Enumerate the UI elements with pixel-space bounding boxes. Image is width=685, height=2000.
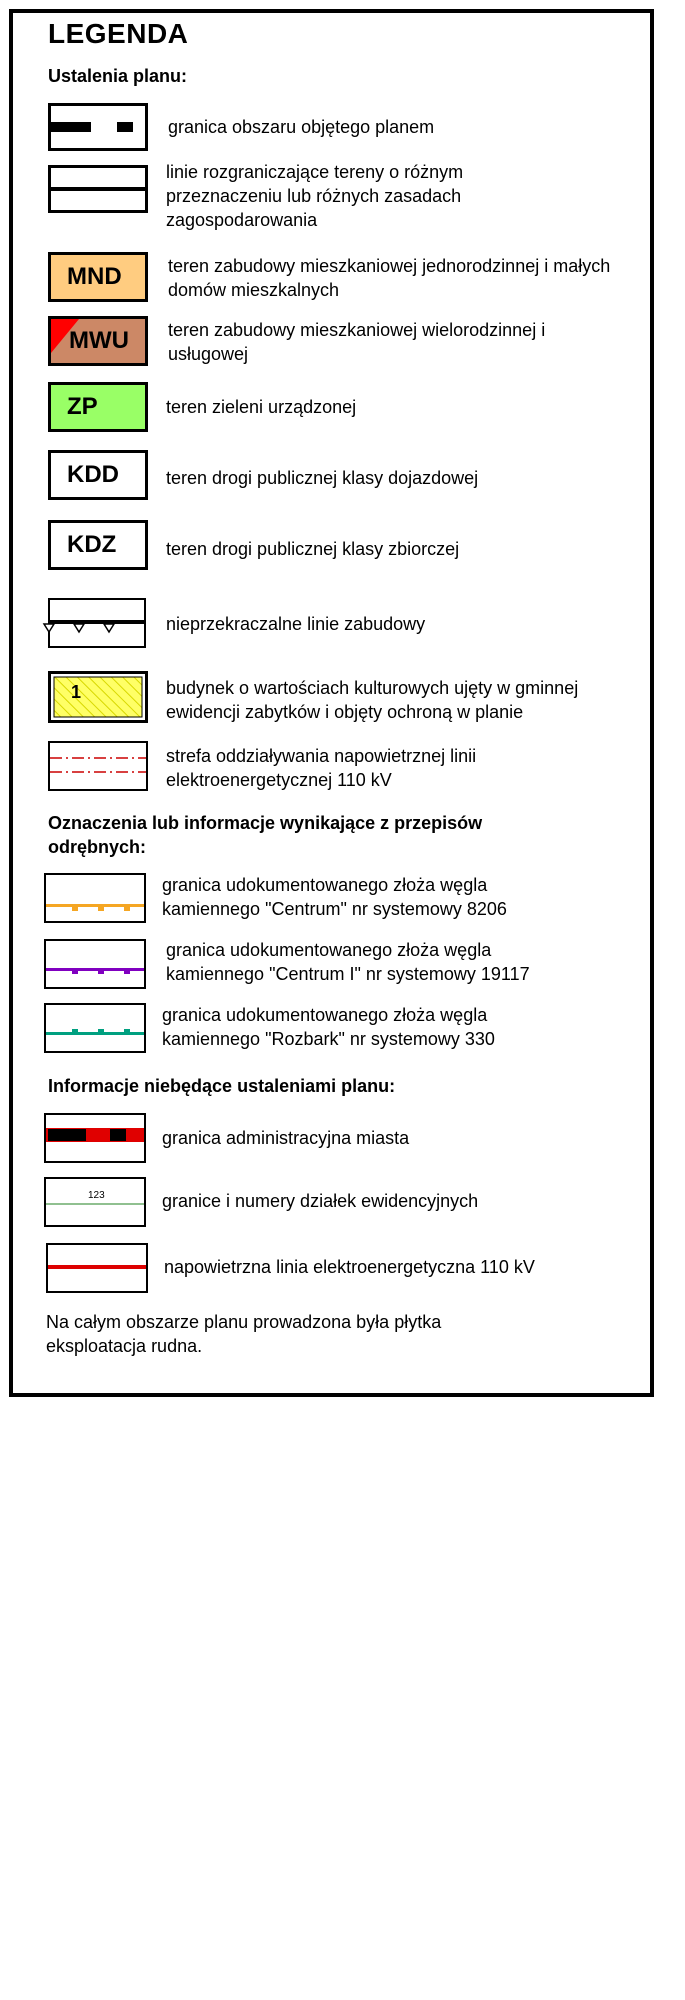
kdd-symbol [48,450,148,500]
section-information: Informacje niebędące ustaleniami planu: [48,1076,396,1096]
deposit-centrum-symbol [44,873,146,923]
heritage-building-symbol [48,671,148,723]
section-plan-settings: Ustalenia planu: [48,66,188,86]
city-boundary-text: granica administracyjna miasta [162,1128,410,1148]
legend-note: Na całym obszarze planu prowadzona była płytka eksploatacja rudna. [46,1312,442,1356]
building-lines-symbol [48,598,148,648]
kdd-text: teren drogi publicznej klasy dojazdowej [166,468,479,488]
kdz-symbol [48,520,148,570]
deposit-centrum-i-symbol [44,939,146,989]
plan-boundary-symbol [48,103,148,151]
powerline-symbol [46,1243,148,1293]
deposit-centrum-text: granica udokumentowanego złoża węgla kamiennego "Centrum" nr systemowy 8206 [162,875,507,919]
deposit-rozbark-symbol [44,1003,146,1053]
city-boundary-symbol [44,1113,146,1163]
building-lines-text: nieprzekraczalne linie zabudowy [166,614,426,634]
parcels-symbol [44,1177,146,1227]
kdz-text: teren drogi publicznej klasy zbiorczej [166,539,460,559]
heritage-building-text: budynek o wartościach kulturowych ujęty w gminnej ewidencji zabytków i objęty ochroną w planie [166,678,579,722]
deposit-centrum-i-text: granica udokumentowanego złoża węgla kamiennego "Centrum I" nr systemowy 19117 [166,940,530,984]
mnd-symbol [48,252,148,302]
section-separate-regulations: Oznaczenia lub informacje wynikające z przepisów odrębnych: [48,813,483,857]
kdz-code: KDZ [67,531,117,558]
mnd-text: teren zabudowy mieszkaniowej jednorodzinnej i małych domów mieszkalnych [168,256,611,300]
demarcation-lines-symbol [48,165,148,213]
parcels-text: granice i numery działek ewidencyjnych [162,1191,479,1211]
powerline-zone-text: strefa oddziaływania napowietrznej linii elektroenergetycznej 110 kV [166,746,477,790]
mwu-text: teren zabudowy mieszkaniowej wielorodzinnej i usługowej [168,320,546,364]
powerline-text: napowietrzna linia elektroenergetyczna 110 kV [164,1257,535,1277]
heritage-building-number: 1 [71,682,82,702]
zp-code: ZP [67,393,98,420]
legend-title: LEGENDA [48,18,189,49]
mwu-code: MWU [69,327,129,354]
zp-symbol [48,382,148,432]
powerline-zone-symbol [48,741,148,791]
zp-text: teren zieleni urządzonej [166,397,357,417]
deposit-rozbark-text: granica udokumentowanego złoża węgla kamiennego "Rozbark" nr systemowy 330 [162,1005,495,1049]
mnd-code: MND [67,263,122,290]
kdd-code: KDD [67,461,119,488]
demarcation-lines-text: linie rozgraniczające tereny o różnym przeznaczeniu lub różnych zasadach zagospodarowania [166,162,464,230]
plan-boundary-text: granica obszaru objętego planem [168,117,435,137]
mwu-symbol [48,316,148,366]
parcel-number: 123 [88,1190,105,1201]
